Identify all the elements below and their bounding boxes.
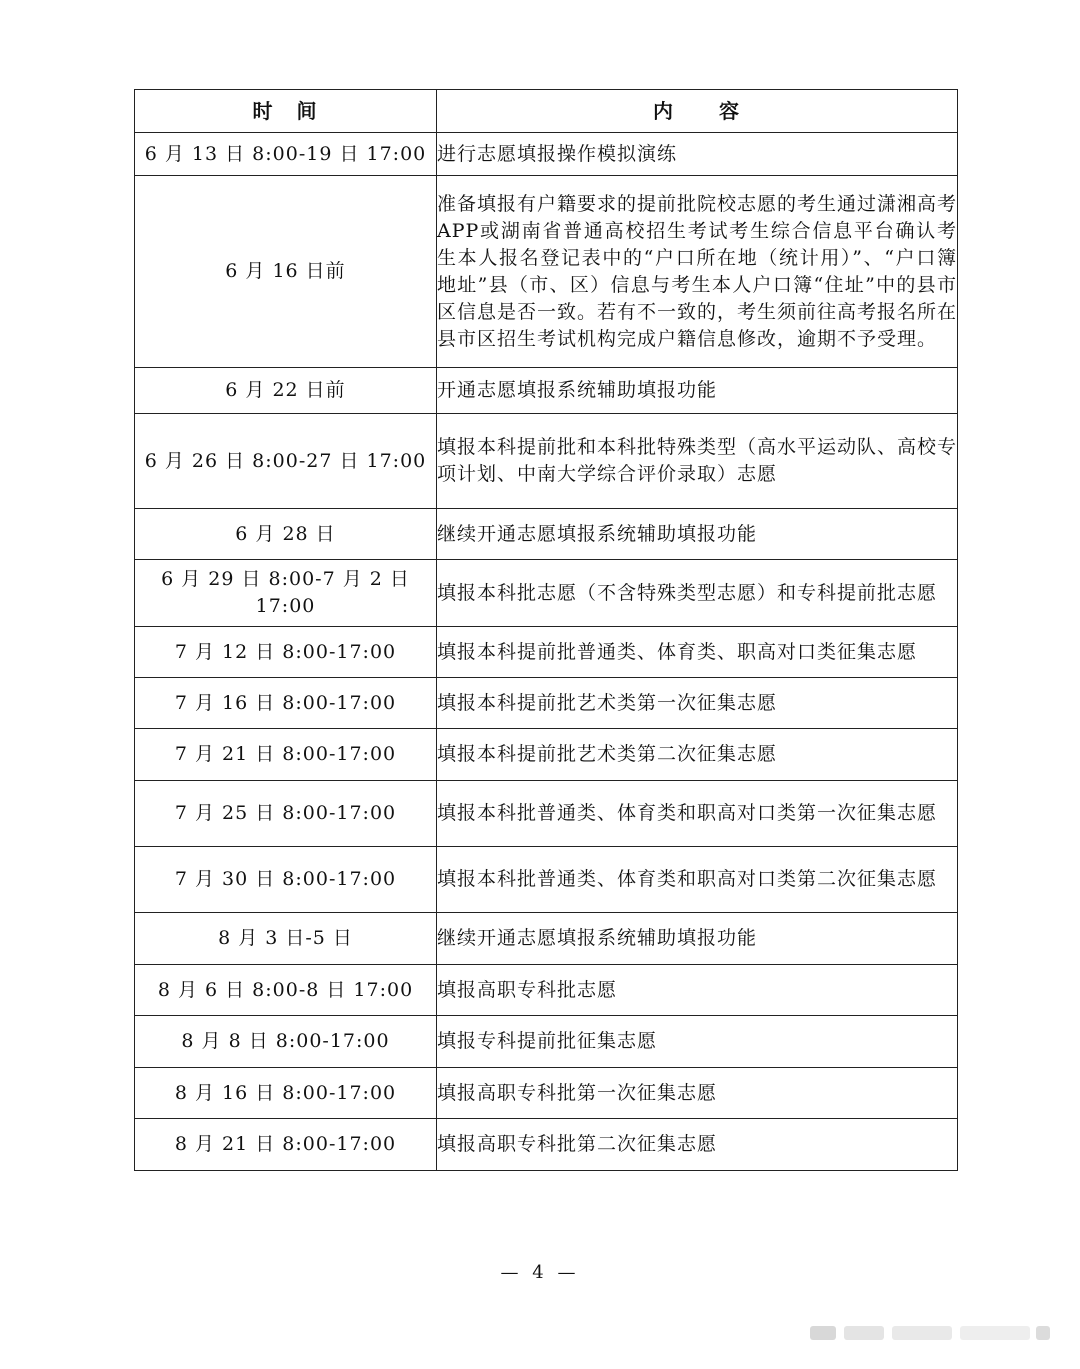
- row-time: 6 月 16 日前: [135, 176, 437, 368]
- row-content: 填报本科提前批普通类、体育类、职高对口类征集志愿: [437, 627, 958, 678]
- row-time: 7 月 25 日 8:00-17:00: [135, 781, 437, 847]
- table-row: [135, 965, 958, 1016]
- row-content: 填报本科提前批艺术类第一次征集志愿: [437, 678, 958, 729]
- row-time: 6 月 13 日 8:00-19 日 17:00: [135, 133, 437, 176]
- table-header-row: [135, 90, 958, 133]
- row-time: 6 月 22 日前: [135, 368, 437, 414]
- row-content: 进行志愿填报操作模拟演练: [437, 133, 958, 176]
- table-row: [135, 847, 958, 913]
- row-content: 填报本科批志愿（不含特殊类型志愿）和专科提前批志愿: [437, 560, 958, 627]
- toolbar-block-icon: [844, 1326, 884, 1340]
- toolbar-block-icon: [1036, 1326, 1050, 1340]
- row-time: 7 月 16 日 8:00-17:00: [135, 678, 437, 729]
- row-content: 填报高职专科批第二次征集志愿: [437, 1119, 958, 1171]
- row-content: 填报专科提前批征集志愿: [437, 1016, 958, 1068]
- row-time: 8 月 6 日 8:00-8 日 17:00: [135, 965, 437, 1016]
- row-time: 7 月 12 日 8:00-17:00: [135, 627, 437, 678]
- table-row: [135, 368, 958, 414]
- row-content: 填报本科提前批艺术类第二次征集志愿: [437, 729, 958, 781]
- row-time: 6 月 29 日 8:00-7 月 2 日 17:00: [135, 560, 437, 627]
- table-row: [135, 627, 958, 678]
- toolbar-block-icon: [892, 1326, 952, 1340]
- header-content: 内 容: [437, 90, 958, 133]
- row-time: 8 月 16 日 8:00-17:00: [135, 1068, 437, 1119]
- row-time: 7 月 21 日 8:00-17:00: [135, 729, 437, 781]
- row-content: 开通志愿填报系统辅助填报功能: [437, 368, 958, 414]
- table-row: [135, 176, 958, 368]
- row-content: 填报本科批普通类、体育类和职高对口类第二次征集志愿: [437, 847, 958, 913]
- table-row: [135, 1119, 958, 1171]
- table-row: [135, 560, 958, 627]
- row-content: 继续开通志愿填报系统辅助填报功能: [437, 913, 958, 965]
- table-row: [135, 1068, 958, 1119]
- row-content: 填报高职专科批第一次征集志愿: [437, 1068, 958, 1119]
- table-row: [135, 509, 958, 560]
- row-time: 6 月 28 日: [135, 509, 437, 560]
- schedule-table: [134, 89, 958, 1171]
- table-row: [135, 678, 958, 729]
- toolbar-block-icon: [810, 1326, 836, 1340]
- table-row: [135, 414, 958, 509]
- page-number: — 4 —: [500, 1262, 580, 1283]
- table-row: [135, 133, 958, 176]
- row-time: 8 月 8 日 8:00-17:00: [135, 1016, 437, 1068]
- row-content: 填报高职专科批志愿: [437, 965, 958, 1016]
- row-content: 填报本科批普通类、体育类和职高对口类第一次征集志愿: [437, 781, 958, 847]
- row-content: 继续开通志愿填报系统辅助填报功能: [437, 509, 958, 560]
- table-row: [135, 1016, 958, 1068]
- toolbar-block-icon: [960, 1326, 1030, 1340]
- table-row: [135, 913, 958, 965]
- row-time: 8 月 21 日 8:00-17:00: [135, 1119, 437, 1171]
- watermark-toolbar: [810, 1322, 1060, 1344]
- row-content: 准备填报有户籍要求的提前批院校志愿的考生通过潇湘高考APP或湖南省普通高校招生考试考生综合信息平台确认考生本人报名登记表中的“户口所在地（统计用）”、“户口簿地址”县（市、区）信息与考生本人户口簿“住址”中的县市区信息是否一致。若有不一致的，考生须前往高考报名所在县市区招生考试机构完成户籍信息修改，逾期不予受理。: [437, 176, 958, 368]
- table-row: [135, 729, 958, 781]
- row-content: 填报本科提前批和本科批特殊类型（高水平运动队、高校专项计划、中南大学综合评价录取）志愿: [437, 414, 958, 509]
- row-time: 6 月 26 日 8:00-27 日 17:00: [135, 414, 437, 509]
- header-time: 时 间: [135, 90, 437, 133]
- row-time: 8 月 3 日-5 日: [135, 913, 437, 965]
- table-row: [135, 781, 958, 847]
- row-time: 7 月 30 日 8:00-17:00: [135, 847, 437, 913]
